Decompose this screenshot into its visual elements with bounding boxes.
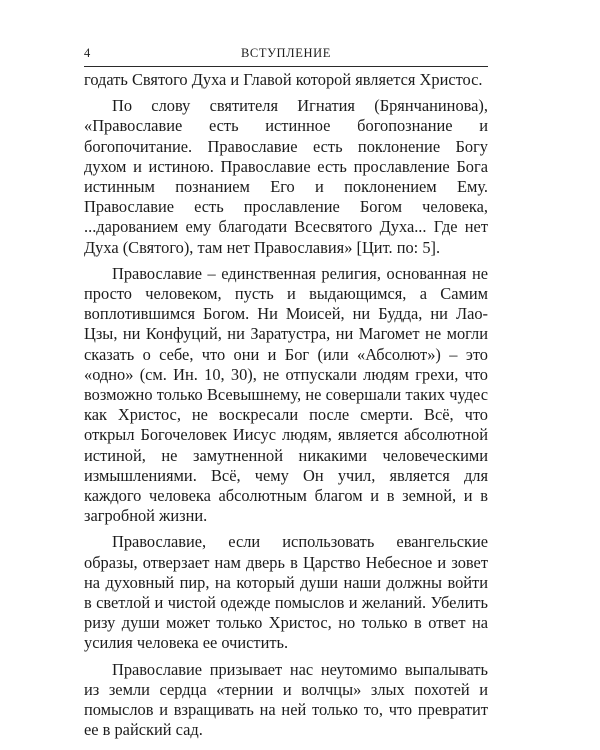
paragraph-ignatius-quote: По слову святителя Игнатия (Брянчанинова), «Православие есть истинное богопознание и богопочитание. Православие есть поклонение Богу духом и истиною. Православие есть прославление Бога истинным познанием Его и поклонением Ему. Православие есть прославление Богом человека, ...дарованием ему благодати Всесвятого Духа... Где нет Духа (Святого), там нет Православия» [Цит. по: 5]. [84, 96, 488, 257]
running-header [84, 44, 488, 67]
page-body [84, 70, 488, 741]
paragraph-weeding-heart: Православие призывает нас неутомимо выпалывать из земли сердца «тернии и волчцы» злых похотей и помыслов и взращивать на ней только то, что превратит ее в райский сад. [84, 659, 488, 740]
paragraph-continuation: годать Святого Духа и Главой которой является Христос. [84, 70, 483, 89]
paragraph-gospel-images: Православие, если использовать евангельские образы, отверзает нам дверь в Царство Небесное и зовет на духовный пир, на который души наши должны войти в светлой и чистой одежде помыслов и желаний. Убелить ризу души может только Христос, но только в ответ на усилия человека ее очистить. [84, 532, 488, 653]
running-title: ВСТУПЛЕНИЕ [241, 46, 331, 60]
paragraph-unique-religion: Православие – единственная религия, основанная не просто человеком, пусть и выдающимся, а Самим воплотившимся Богом. Ни Моисей, ни Будда, ни Лао-Цзы, ни Конфуций, ни Заратустра, ни Магомет не могли сказать о себе, что они и Бог (или «Абсолют») – это «одно» (см. Ин. 10, 30), не отпускали людям грехи, что возможно только Всевышнему, не совершали таких чудес как Христос, не воскресали после смерти. Всё, что открыл Богочеловек Иисус людям, является абсолютной истиной, не замутненной никакими человеческими измышлениями. Всё, чему Он учил, является для каждого человека абсолютным благом и в земной, и в загробной жизни. [84, 263, 488, 526]
page-number: 4 [84, 46, 91, 60]
